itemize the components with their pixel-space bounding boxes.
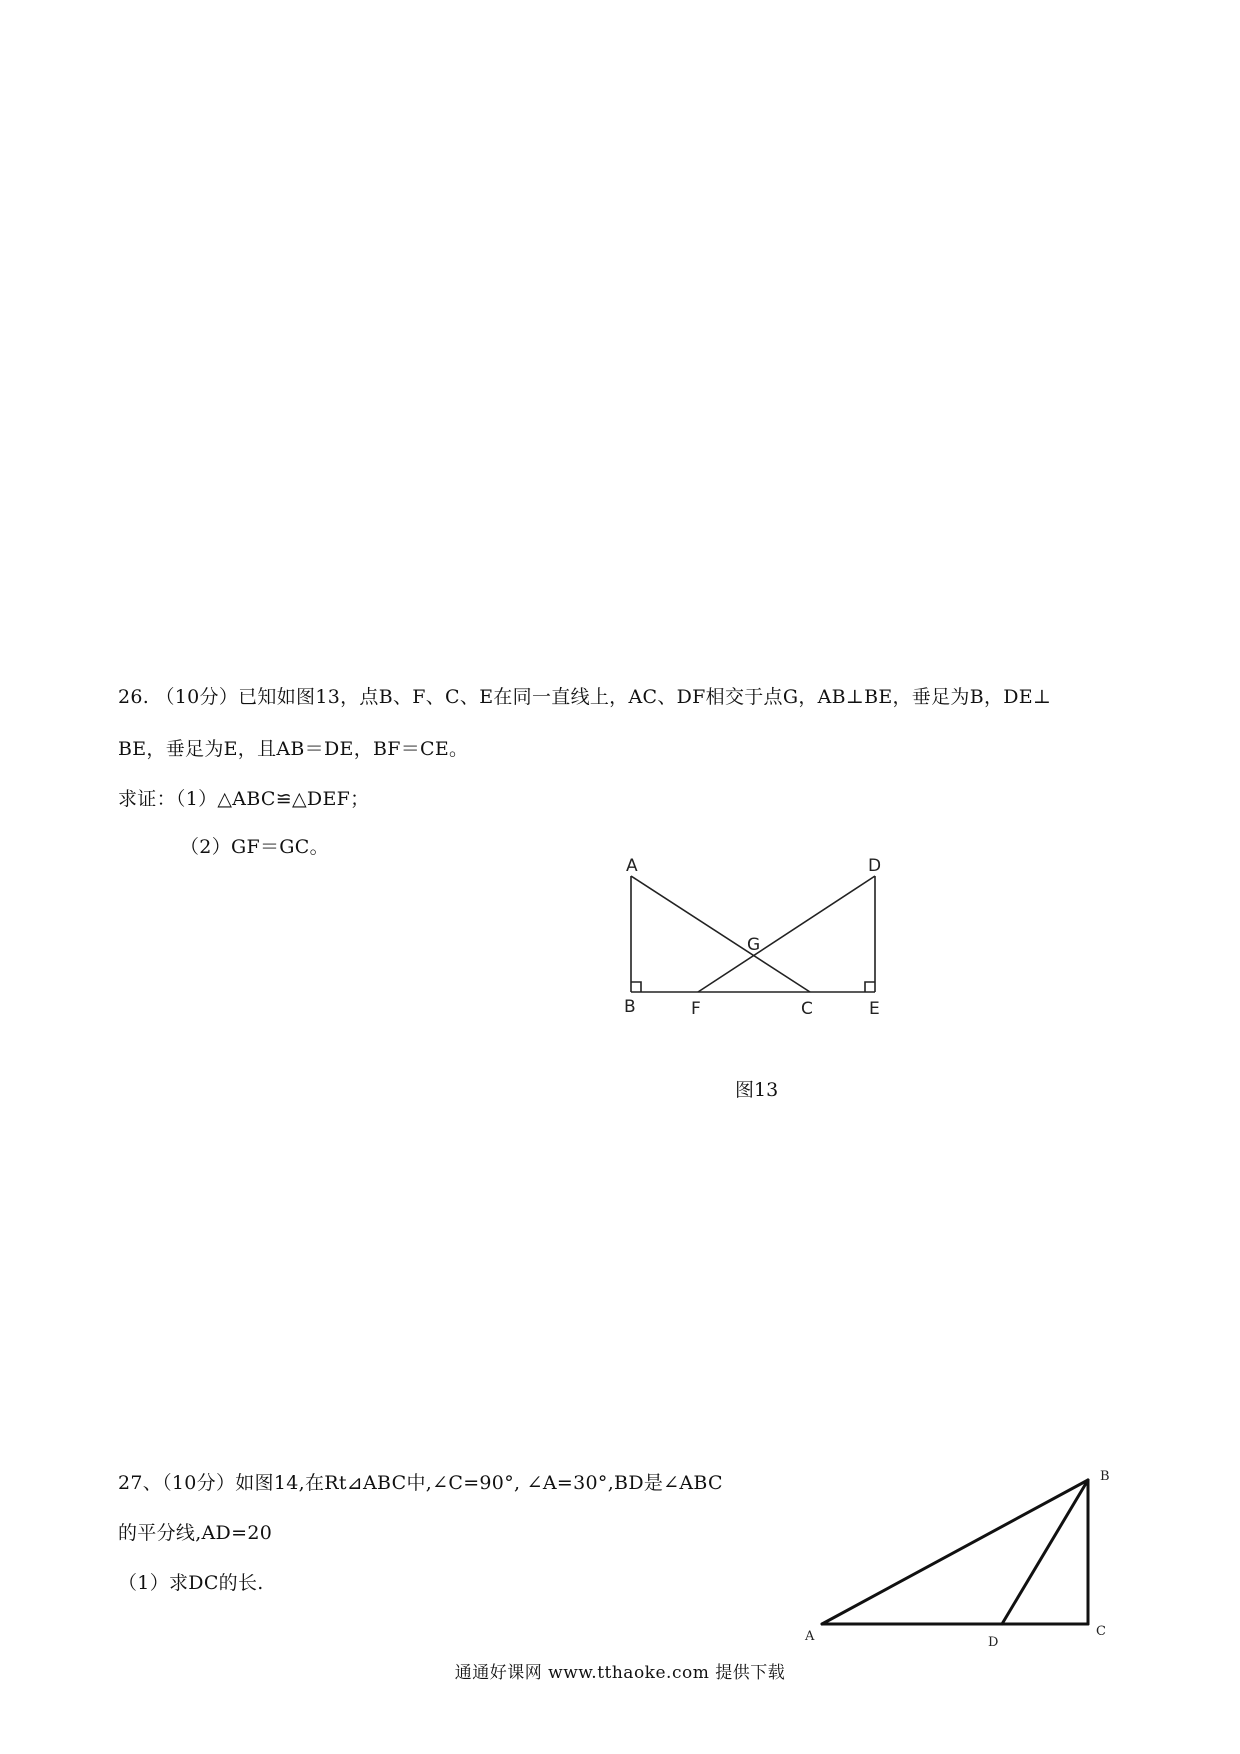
segment-df (698, 876, 875, 992)
q26-text-line-2: BE，垂足为E，且AB＝DE，BF＝CE。 (118, 738, 469, 760)
fig13-label-a: A (626, 856, 638, 876)
segment-ab (822, 1480, 1088, 1624)
fig13-label-e: E (869, 999, 880, 1019)
fig13-label-c: C (801, 999, 813, 1019)
right-angle-mark-b (631, 982, 641, 992)
segment-bd (1002, 1480, 1088, 1624)
q27-text-line-3: （1）求DC的长. (118, 1572, 264, 1594)
figure-13-caption: 图13 (735, 1079, 779, 1101)
fig13-label-g: G (747, 935, 761, 955)
page-footer: 通通好课网 www.tthaoke.com 提供下载 (454, 1663, 786, 1683)
fig14-label-b: B (1100, 1469, 1110, 1484)
q27-text-line-1: 27、（10分）如图14,在Rt⊿ABC中,∠C=90°, ∠A=30°,BD是∠ABC (118, 1472, 723, 1494)
fig14-label-a: A (805, 1629, 815, 1644)
fig13-label-b: B (624, 997, 636, 1017)
q27-text-line-2: 的平分线,AD=20 (118, 1522, 273, 1544)
q26-text-line-1: 26. （10分）已知如图13，点B、F、C、E在同一直线上，AC、DF相交于点G，AB⊥BE，垂足为B，DE⊥ (118, 686, 1052, 708)
q26-proof-prompt: 求证：（1）△ABC≌△DEF； (118, 788, 370, 810)
q26-proof-part-2: （2）GF＝GC。 (180, 836, 329, 858)
fig13-label-f: F (691, 999, 701, 1019)
fig13-label-d: D (868, 856, 882, 876)
fig14-label-c: C (1096, 1624, 1106, 1639)
fig14-label-d: D (988, 1635, 999, 1650)
right-angle-mark-e (865, 982, 875, 992)
segment-ac (631, 876, 810, 992)
